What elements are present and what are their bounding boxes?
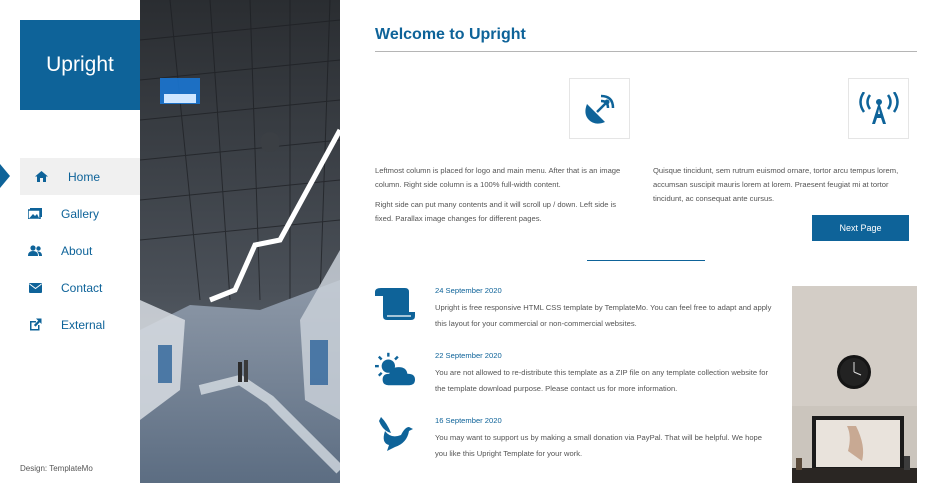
section-divider xyxy=(587,260,705,261)
page-title: Welcome to Upright xyxy=(375,26,526,43)
hero-image-tunnel xyxy=(140,0,340,483)
dove-icon xyxy=(375,416,415,452)
users-icon xyxy=(28,245,42,257)
next-page-button[interactable]: Next Page xyxy=(812,215,909,241)
sidebar xyxy=(0,0,140,483)
news-item xyxy=(375,286,775,346)
news-text: You may want to support us by making a small donation via PayPal. That will be helpful. We hope you like this Upright Template for your work. xyxy=(435,433,762,458)
home-icon xyxy=(34,171,48,183)
nav-label-contact: Contact xyxy=(61,280,103,295)
intro-right-column xyxy=(653,164,911,212)
satellite-dish-icon xyxy=(569,78,630,139)
nav-label-gallery: Gallery xyxy=(61,206,100,221)
main-nav xyxy=(0,158,140,343)
nav-item-external[interactable] xyxy=(0,306,140,343)
intro-left-column xyxy=(375,164,627,232)
nav-item-about[interactable] xyxy=(0,232,140,269)
nav-label-about: About xyxy=(61,243,93,258)
images-icon xyxy=(28,208,42,220)
title-divider xyxy=(375,51,917,52)
news-text: Upright is free responsive HTML CSS template by TemplateMo. You can feel free to adapt and apply this layout for your commercial or non-commercial websites. xyxy=(435,303,772,328)
nav-item-home[interactable] xyxy=(20,158,140,195)
envelope-icon xyxy=(28,282,42,294)
news-date: 24 September 2020 xyxy=(435,286,502,295)
news-item xyxy=(375,351,775,411)
intro-right-paragraph-1: Quisque tincidunt, sem rutrum euismod ornare, tortor arcu tempus lorem, accumsan suscipit mauris lorem at lorem. Praesent feugiat mi at tortor tincidunt, ac consequat ante cursus. xyxy=(653,166,899,203)
broadcast-tower-icon xyxy=(848,78,909,139)
news-date: 16 September 2020 xyxy=(435,416,502,425)
news-text: You are not allowed to re-distribute this template as a ZIP file on any template collection website for the template download purpose. Please contact us for more information. xyxy=(435,368,769,393)
nav-item-gallery[interactable] xyxy=(0,195,140,232)
scroll-icon xyxy=(375,286,415,322)
room-photo xyxy=(792,286,917,483)
nav-item-contact[interactable] xyxy=(0,269,140,306)
news-date: 22 September 2020 xyxy=(435,351,502,360)
nav-label-external: External xyxy=(61,317,106,332)
external-link-icon xyxy=(28,319,42,331)
intro-left-paragraph-2: Right side can put many contents and it will scroll up / down. Left side is fixed. Parallax image changes for different pages. xyxy=(375,200,617,223)
active-indicator-arrow xyxy=(0,164,10,188)
news-item xyxy=(375,416,775,476)
intro-left-paragraph-1: Leftmost column is placed for logo and main menu. After that is an image column. Right side column is a 100% full-width content. xyxy=(375,166,621,189)
site-logo[interactable]: Upright xyxy=(20,20,140,110)
cloud-sun-icon xyxy=(375,351,415,387)
nav-label-home: Home xyxy=(68,169,101,184)
design-credit[interactable]: Design: TemplateMo xyxy=(20,464,93,473)
